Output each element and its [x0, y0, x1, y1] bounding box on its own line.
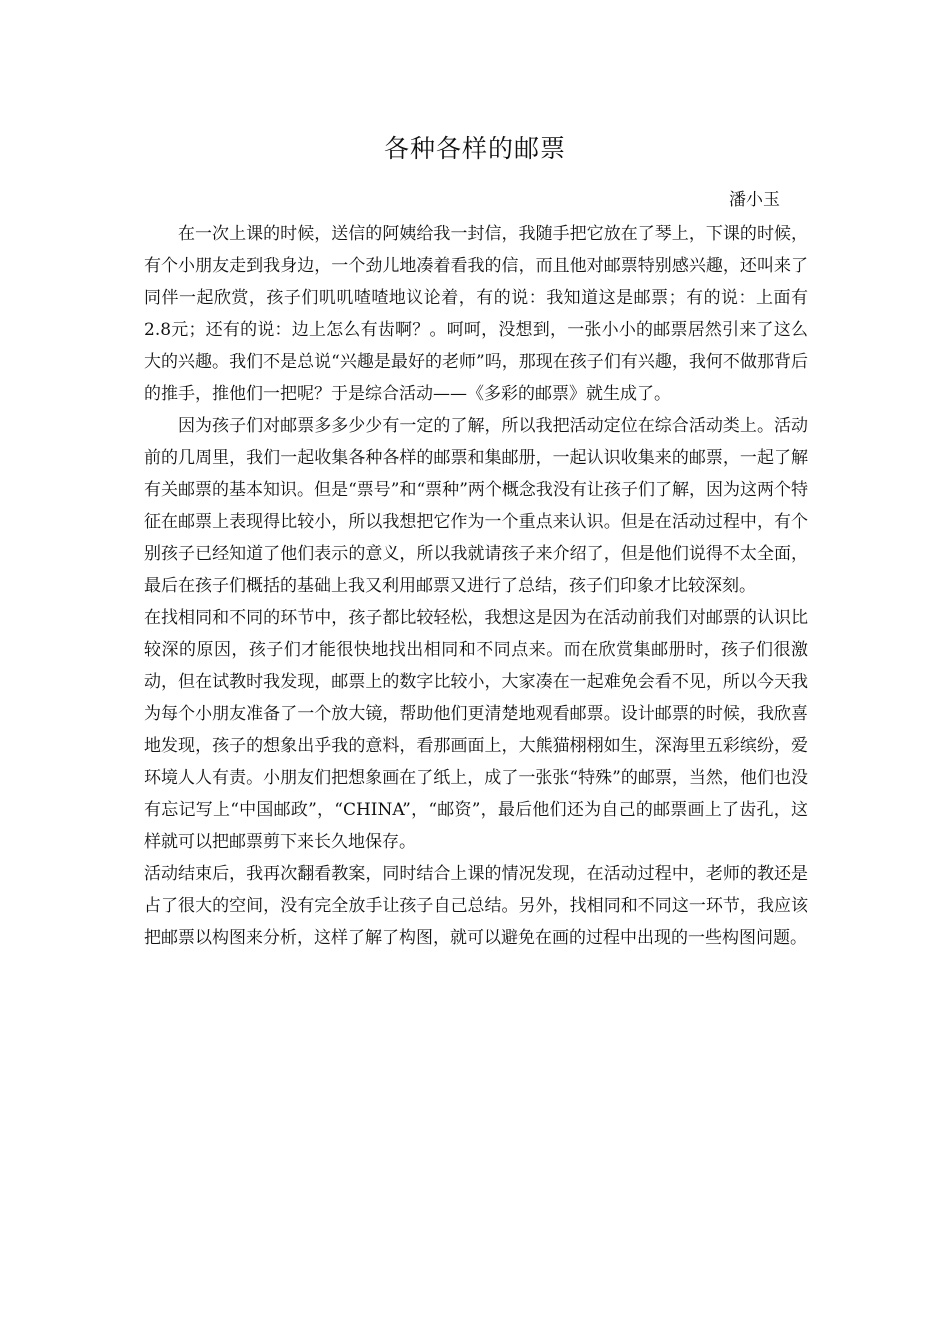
- paragraph-2: 因为孩子们对邮票多多少少有一定的了解，所以我把活动定位在综合活动类上。活动前的几周里，我们一起收集各种各样的邮票和集邮册，一起认识收集来的邮票，一起了解有关邮票的基本知识。但是“票号”和“票种”两个概念我没有让孩子们了解，因为这两个特征在邮票上表现得比较小，所以我想把它作为一个重点来认识。但是在活动过程中，有个别孩子已经知道了他们表示的意义，所以我就请孩子来介绍了，但是他们说得不太全面，最后在孩子们概括的基础上我又利用邮票又进行了总结，孩子们印象才比较深刻。: [144, 416, 808, 596]
- document-title: 各种各样的邮票: [383, 134, 566, 163]
- paragraph-3: 在找相同和不同的环节中，孩子都比较轻松，我想这是因为在活动前我们对邮票的认识比较深的原因，孩子们才能很快地找出相同和不同点来。而在欣赏集邮册时，孩子们很激动，但在试教时我发现，邮票上的数字比较小，大家凑在一起难免会看不见，所以今天我为每个小朋友准备了一个放大镜，帮助他们更清楚地观看邮票。设计邮票的时候，我欣喜地发现，孩子的想象出乎我的意料，看那画面上，大熊猫栩栩如生，深海里五彩缤纷，爱环境人人有责。小朋友们把想象画在了纸上，成了一张张“特殊”的邮票，当然，他们也没有忘记写上“中国邮政”，“CHINA”，“邮资”，最后他们还为自己的邮票画上了齿孔，这样就可以把邮票剪下来长久地保存。: [144, 608, 808, 852]
- author-name: 潘小玉: [729, 190, 780, 210]
- paragraph-1: 在一次上课的时候，送信的阿姨给我一封信，我随手把它放在了琴上，下课的时候，有个小朋友走到我身边，一个劲儿地凑着看我的信，而且他对邮票特别感兴趣，还叫来了同伴一起欣赏，孩子们叽叽喳喳地议论着，有的说：我知道这是邮票；有的说：上面有2.8元；还有的说：边上怎么有齿啊？。呵呵，没想到，一张小小的邮票居然引来了这么大的兴趣。我们不是总说“兴趣是最好的老师”吗，那现在孩子们有兴趣，我何不做那背后的推手，推他们一把呢？于是综合活动——《多彩的邮票》就生成了。: [144, 224, 808, 404]
- paragraph-4: 活动结束后，我再次翻看教案，同时结合上课的情况发现，在活动过程中，老师的教还是占了很大的空间，没有完全放手让孩子自己总结。另外，找相同和不同这一环节，我应该把邮票以构图来分析，这样了解了构图，就可以避免在画的过程中出现的一些构图问题。: [144, 864, 808, 948]
- document-body: [144, 218, 808, 954]
